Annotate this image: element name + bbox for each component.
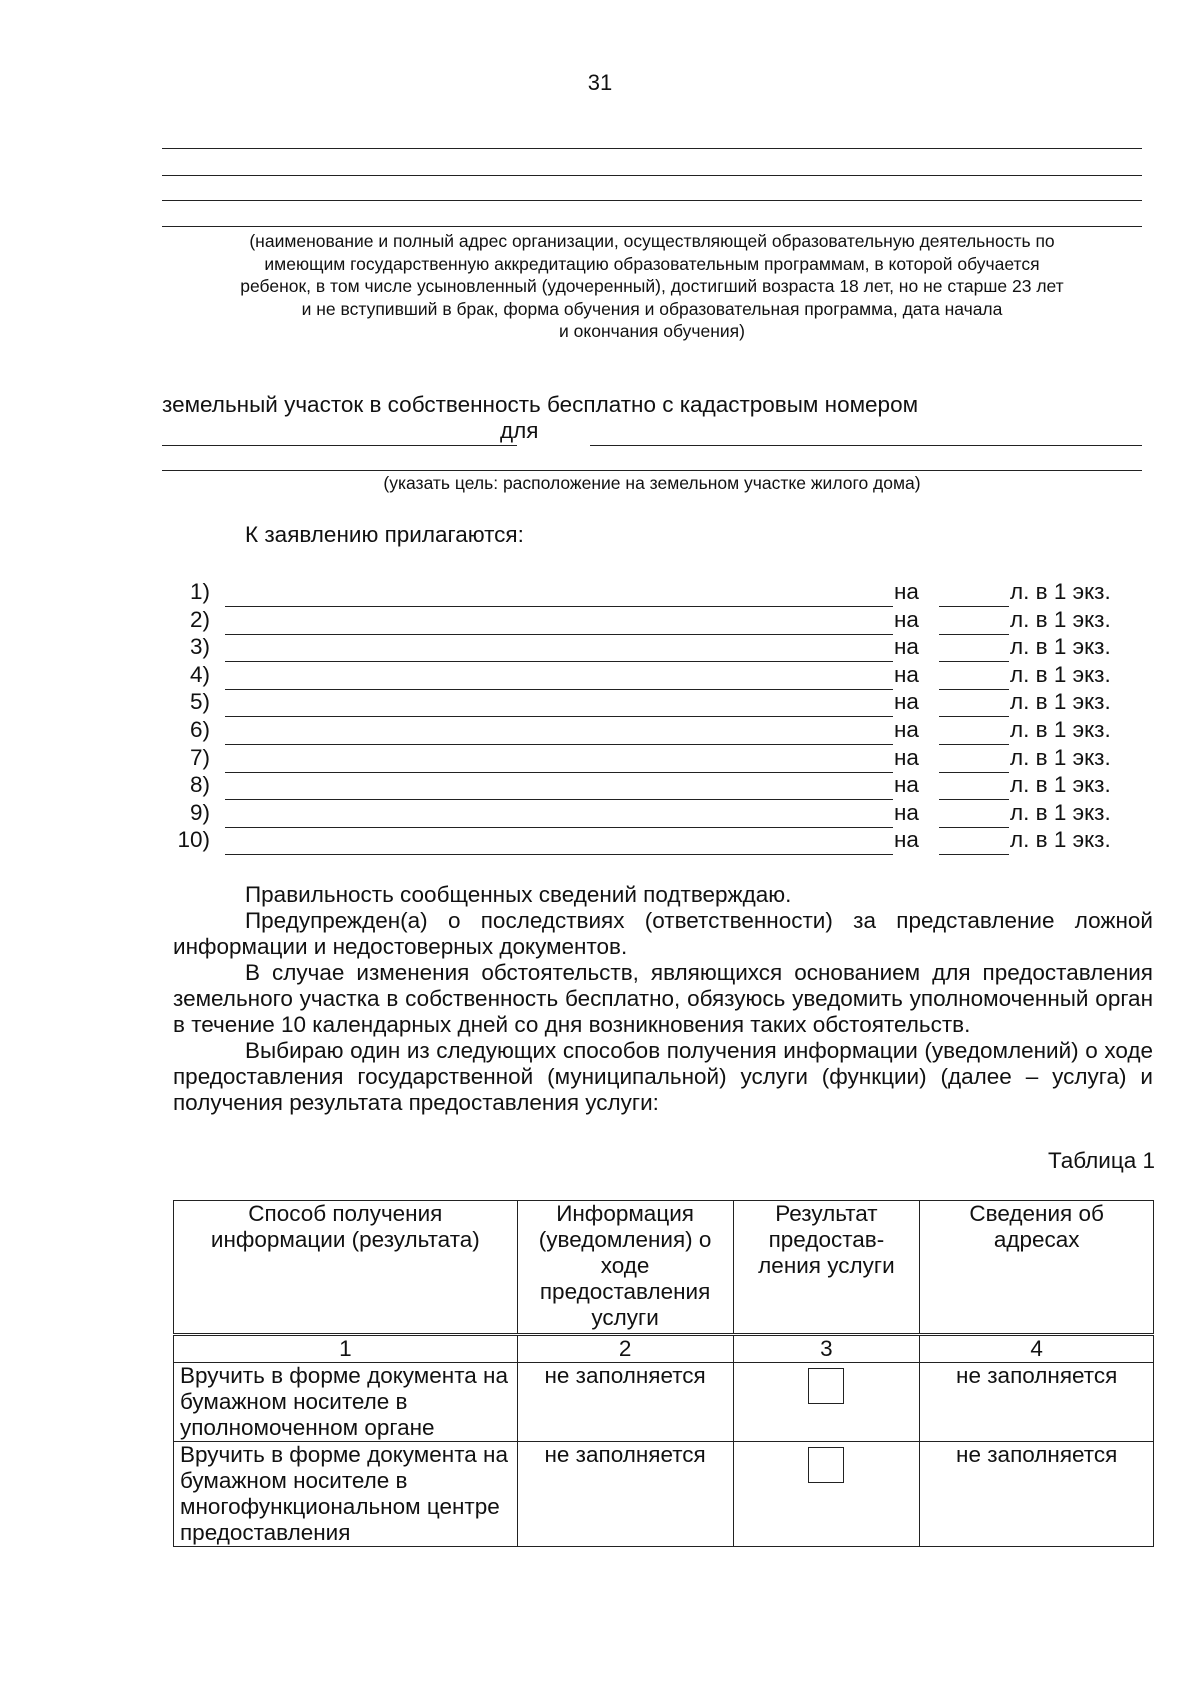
attachment-copies-label: л. в 1 экз.: [1010, 689, 1111, 715]
obligation-text: В случае изменения обстоятельств, являющихся основанием для предоставления земельного участка в собственность бесплатно, обязуюсь уведомить уполномоченный орган в течение 10 календарных дней со дня возникновения таких обстоятельств.: [173, 960, 1153, 1037]
result-checkbox[interactable]: [808, 1447, 844, 1483]
header-method: Способ получения информации (результата): [174, 1201, 518, 1335]
land-plot-text: земельный участок в собственность бесплатно с кадастровым номером: [162, 392, 919, 417]
caption-line: ребенок, в том числе усыновленный (удочеренный), достигший возраста 18 лет, но не старше 23 лет: [240, 276, 1064, 296]
attachment-copies-label: л. в 1 экз.: [1010, 772, 1111, 798]
column-number-row: [174, 1335, 1154, 1363]
table-header-row: [174, 1201, 1154, 1335]
attachment-na-label: на: [894, 744, 919, 770]
header-info: Информация (уведомления) о ходе предоставления услуги: [517, 1201, 733, 1335]
cadastral-number-line[interactable]: [162, 445, 517, 446]
attachment-number: 7): [189, 744, 210, 770]
purpose-caption: (указать цель: расположение на земельном участке жилого дома): [383, 473, 921, 493]
table-caption: Таблица 1: [1048, 1148, 1155, 1173]
fill-line-4[interactable]: [162, 226, 1142, 227]
result-checkbox[interactable]: [808, 1368, 844, 1404]
attachment-row: [0, 827, 1200, 855]
attachment-number: 6): [189, 717, 210, 742]
attachment-na-label: на: [894, 634, 919, 660]
purpose-line-1[interactable]: [590, 445, 1142, 446]
attachment-row: [0, 579, 1200, 607]
attachment-row: [0, 689, 1200, 717]
caption-line: и не вступивший в брак, форма обучения и образовательная программа, дата начала: [301, 298, 1003, 319]
attachment-number: 10): [177, 827, 210, 853]
fill-line-1[interactable]: [162, 148, 1142, 149]
delivery-choice-text: Выбираю один из следующих способов получения информации (уведомлений) о ходе предоставления государственной (муниципальной) услуги (функции) (далее – услуга) и получения результата предоставления услуги:: [173, 1038, 1153, 1115]
attachment-copies-label: л. в 1 экз.: [1010, 634, 1111, 660]
attachment-pages-line[interactable]: [939, 854, 1009, 855]
attachment-row: [0, 662, 1200, 690]
confirmation-text: Правильность сообщенных сведений подтверждаю.: [245, 882, 792, 907]
attachments-title: К заявлению прилагаются:: [245, 522, 524, 547]
info-cell: не заполняется: [517, 1363, 733, 1442]
caption-line: и окончания обучения): [559, 321, 745, 341]
header-addresses: Сведения об адресах: [920, 1201, 1154, 1335]
addresses-cell: не заполняется: [920, 1442, 1154, 1547]
warning-text: Предупрежден(а) о последствиях (ответственности) за представление ложной информации и недостоверных документов.: [173, 908, 1153, 959]
attachment-number: 8): [189, 772, 210, 798]
caption-line: имеющим государственную аккредитацию образовательным программам, в которой обучается: [264, 253, 1040, 274]
table-row: [174, 1363, 1154, 1442]
attachment-row: [0, 745, 1200, 773]
attachment-number: 5): [189, 689, 210, 715]
confirmation-paragraphs: [173, 882, 1153, 1116]
purpose-label: для: [500, 418, 539, 443]
caption-line: (наименование и полный адрес организации, осуществляющей образовательную деятельность по: [249, 231, 1055, 251]
table-row: [174, 1442, 1154, 1547]
attachment-copies-label: л. в 1 экз.: [1010, 799, 1111, 825]
fill-line-3[interactable]: [162, 200, 1142, 201]
attachment-row: [0, 634, 1200, 662]
attachment-na-label: на: [894, 827, 919, 853]
attachment-na-label: на: [894, 772, 919, 798]
attachment-number: 4): [189, 661, 210, 687]
info-cell: не заполняется: [517, 1442, 733, 1547]
attachment-na-label: на: [894, 661, 919, 687]
attachment-copies-label: л. в 1 экз.: [1010, 744, 1111, 770]
attachment-number: 3): [189, 634, 210, 660]
purpose-line-2[interactable]: [162, 470, 1142, 471]
addresses-cell: не заполняется: [920, 1363, 1154, 1442]
attachment-na-label: на: [894, 606, 919, 632]
attachment-copies-label: л. в 1 экз.: [1010, 606, 1111, 632]
page-number: 31: [587, 70, 613, 95]
attachment-number: 2): [189, 606, 210, 632]
attachment-name-line[interactable]: [225, 854, 893, 855]
col-number: 3: [733, 1335, 920, 1363]
header-result: Результат предостав-ления услуги: [733, 1201, 920, 1335]
attachment-row: [0, 772, 1200, 800]
result-cell: [733, 1363, 920, 1442]
attachment-number: 1): [189, 579, 210, 604]
attachment-row: [0, 717, 1200, 745]
attachment-na-label: на: [894, 689, 919, 715]
result-cell: [733, 1442, 920, 1547]
method-cell: Вручить в форме документа на бумажном носителе в многофункциональном центре предоставления: [174, 1442, 518, 1547]
organization-caption: [162, 230, 1142, 343]
attachment-row: [0, 607, 1200, 635]
attachment-copies-label: л. в 1 экз.: [1010, 827, 1111, 853]
attachment-na-label: на: [894, 717, 919, 742]
attachment-row: [0, 800, 1200, 828]
attachment-na-label: на: [894, 579, 919, 604]
col-number: 4: [920, 1335, 1154, 1363]
attachment-copies-label: л. в 1 экз.: [1010, 717, 1111, 742]
attachment-na-label: на: [894, 799, 919, 825]
attachment-copies-label: л. в 1 экз.: [1010, 661, 1111, 687]
method-cell: Вручить в форме документа на бумажном носителе в уполномоченном органе: [174, 1363, 518, 1442]
fill-line-2[interactable]: [162, 175, 1142, 176]
col-number: 1: [174, 1335, 518, 1363]
col-number: 2: [517, 1335, 733, 1363]
attachment-copies-label: л. в 1 экз.: [1010, 579, 1111, 604]
delivery-methods-table: [173, 1200, 1154, 1547]
attachment-number: 9): [189, 799, 210, 825]
